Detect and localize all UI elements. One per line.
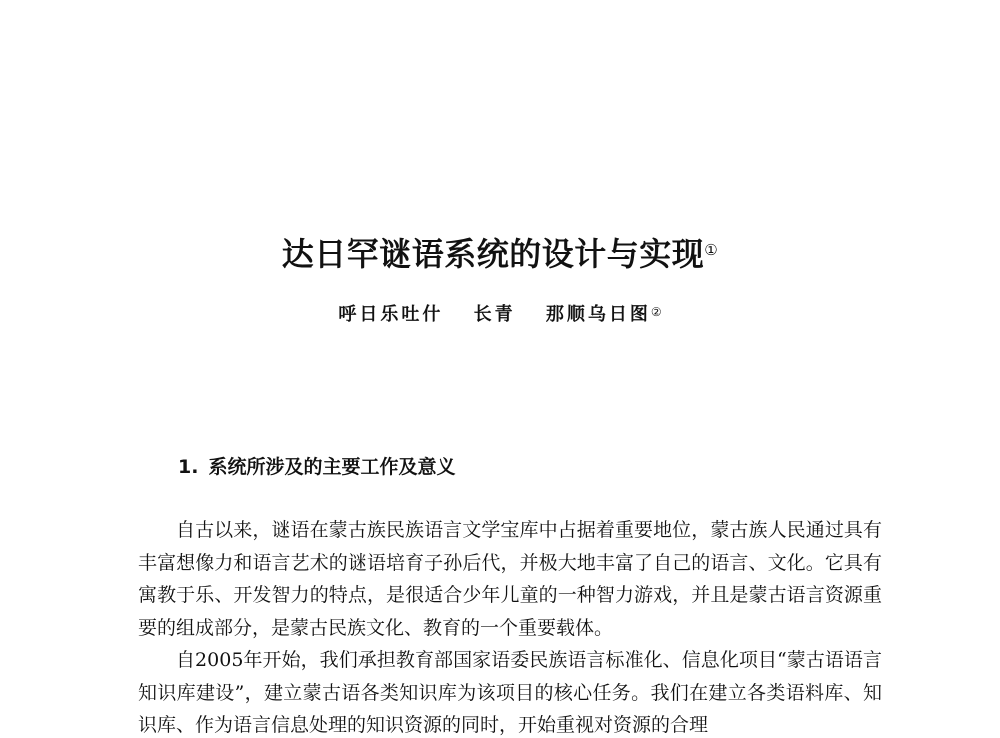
author-2 [474,300,516,330]
title-footnote-marker: ① [704,241,719,259]
author-1 [338,300,443,330]
paragraph: 自古以来，谜语在蒙古族民族语言文学宝库中占据着重要地位，蒙古族人民通过具有丰富想像力和语言艺术的谜语培育子孙后代，并极大地丰富了自己的语言、文化。它具有寓教于乐、开发智力的特点，是很适合少年儿童的一种智力游戏，并且是蒙古语言资源重要的组成部分，是蒙古民族文化、教育的一个重要载体。 [138,519,882,639]
author-list [0,300,1000,330]
author-footnote-marker: ② [650,305,662,319]
author-name: 呼日乐吐什 [338,304,444,325]
section-number: 1. [178,456,199,478]
body-text [138,514,882,738]
paragraph: 自2005年开始，我们承担教育部国家语委民族语言标准化、信息化项目“蒙古语语言知识库建设”，建立蒙古语各类知识库为该项目的核心任务。我们在建立各类语料库、知识库、作为语言信息处理的知识资源的同时，开始重视对资源的合理 [138,649,882,736]
author-name: 那顺乌日图 [545,304,651,325]
section-heading [178,452,455,482]
title-text: 达日罕谜语系统的设计与实现 [281,235,705,273]
paper-title [0,232,1000,276]
author-name: 长青 [473,304,516,325]
author-3 [546,300,662,330]
section-title: 系统所涉及的主要工作及意义 [208,456,456,478]
